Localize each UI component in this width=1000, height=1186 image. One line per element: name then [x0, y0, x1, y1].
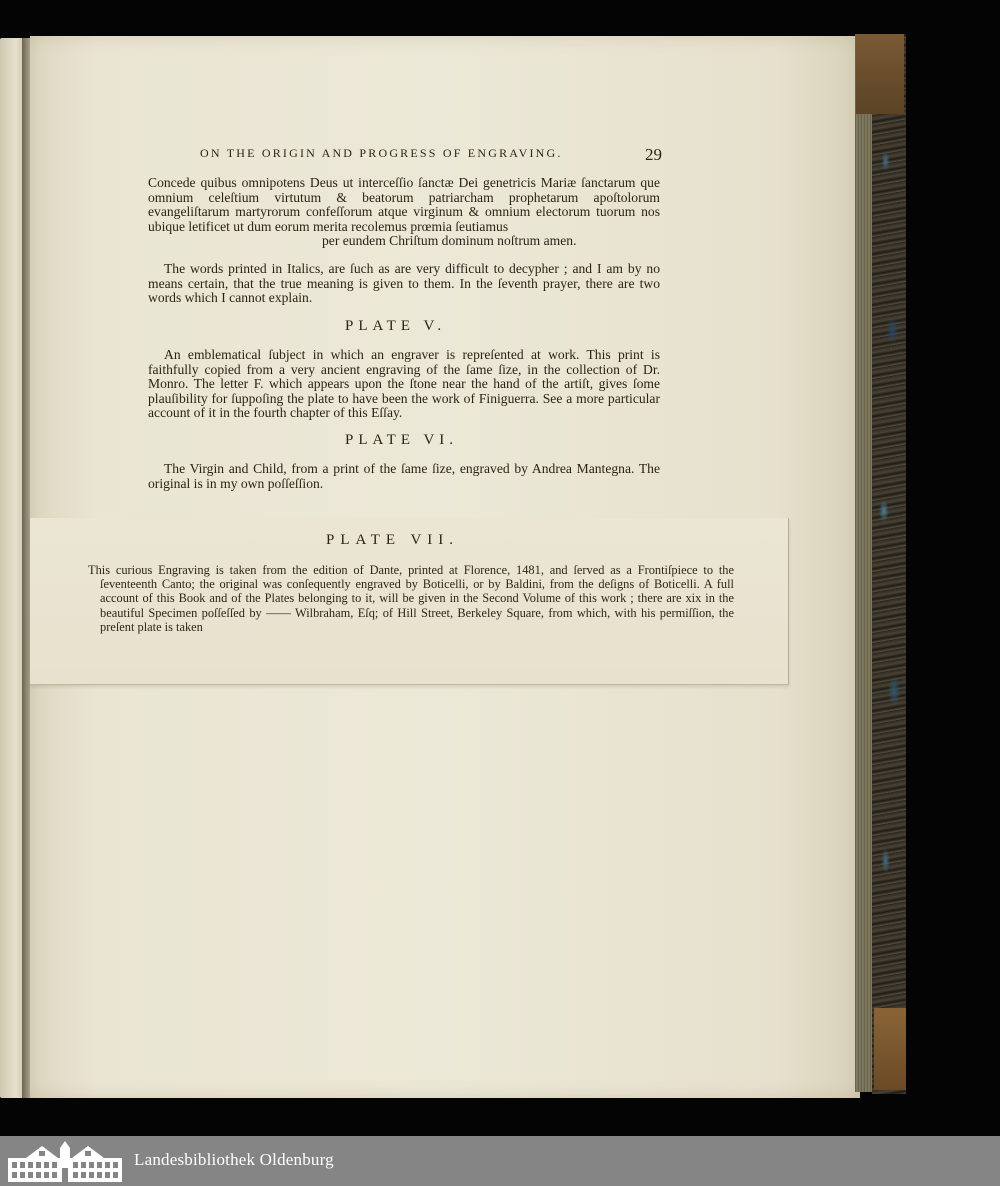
latin-prayer: Concede quibus omnipotens Deus ut interceſſio ſanctæ Dei genetricis Mariæ ſanctarum que omnium celeſtium virtutum & beatorum patriarcham prophetarum apoſtolorum evangeliſtarum martyrorum confeſſorum atque virginum & omnium electorum tuorum nos ubique letificet ut dum eorum merita recolemus prœmia ſeutiamus — [148, 175, 660, 234]
plate-6-heading: PLATE VI. — [345, 432, 459, 448]
plate-5-heading: PLATE V. — [345, 318, 447, 334]
library-footer-bar — [0, 1136, 1000, 1186]
plate-5-description: An emblematical ſubject in which an engraver is repreſented at work. This print is faithfully copied from a very ancient engraving of the ſame ſize, in the collection of Dr. Monro. The letter F. which appears upon the ſtone near the hand of the artiſt, gives ſome plauſibility for ſuppoſing the plate to have been the work of Finiguerra. See a more particular account of it in the fourth chapter of this Eſſay. — [148, 347, 660, 421]
italics-note-paragraph: The words printed in Italics, are ſuch as are very difficult to decypher ; and I am by no means certain, that the true meaning is given to them. In the ſeventh prayer, there are two words which I cannot explain. — [148, 261, 660, 306]
marbled-cover-board — [872, 34, 906, 1094]
plate-7-heading: PLATE VII. — [326, 532, 460, 548]
plate-7-description: This curious Engraving is taken from the edition of Dante, printed at Florence, 1481, and ſerved as a Frontiſpiece to the ſeventeenth Canto; the original was conſequently engraved by Boticelli, or by Baldini, from the deſigns of Boticelli. A full account of this Book and of the Plates belonging to it, will be given in the Second Volume of this work ; there are xix in the beautiful Specimen poſſeſſed by —— Wilbraham, Eſq; of Hill Street, Berkeley Square, from which, with his permiſſion, the preſent plate is taken — [88, 563, 734, 634]
page-number: 29 — [645, 145, 662, 164]
library-building-icon — [6, 1138, 124, 1184]
leather-corner-top — [856, 34, 904, 114]
leather-corner-bottom — [874, 1008, 906, 1090]
library-name[interactable]: Landesbibliothek Oldenburg — [134, 1150, 334, 1169]
latin-prayer-closing: per eundem Chriſtum dominum noſtrum amen. — [322, 233, 577, 248]
running-head: ON THE ORIGIN AND PROGRESS OF ENGRAVING. — [200, 146, 563, 160]
plate-6-description: The Virgin and Child, from a print of the ſame ſize, engraved by Andrea Mantegna. The original is in my own poſſeſſion. — [148, 461, 660, 491]
